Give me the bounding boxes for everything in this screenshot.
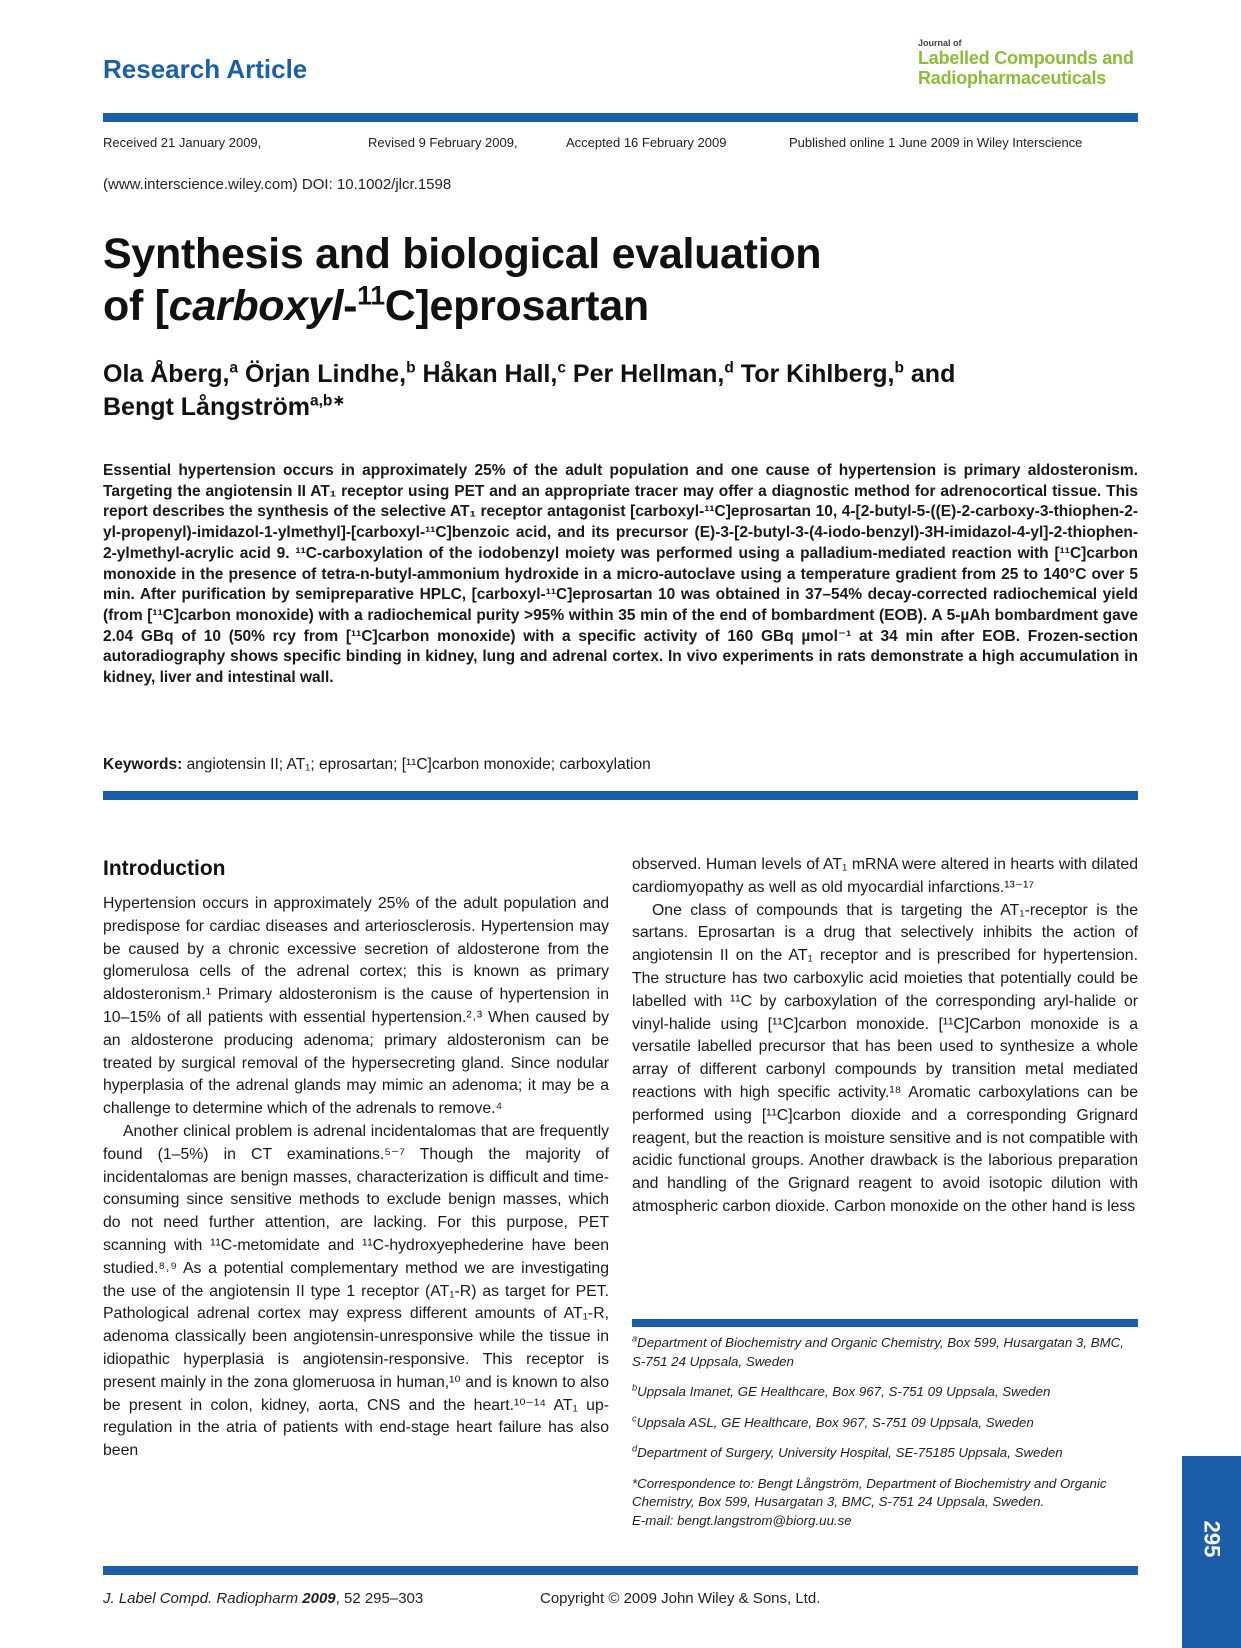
affiliation: $^c$Uppsala ASL, GE Healthcare, Box 967, S-751 09 Uppsala, Sweden xyxy=(632,1413,1034,1430)
keywords-label: Keywords: xyxy=(103,756,183,773)
revised-date: Revised 9 February 2009, xyxy=(368,135,518,150)
journal-of-label: Journal of xyxy=(918,38,962,48)
accepted-date: Accepted 16 February 2009 xyxy=(566,135,727,150)
section-heading: Introduction xyxy=(103,857,226,880)
article-title xyxy=(103,228,1138,332)
footer-journal-abbrev: J. Label Compd. Radiopharm xyxy=(103,1590,299,1607)
paragraph: observed. Human levels of AT₁ mRNA were altered in hearts with dilated cardiomyopathy as well as old myocardial infarctions.¹³⁻¹⁷ xyxy=(632,856,1138,896)
title-line2: of [carboxyl-$^{11}$C]eprosartan xyxy=(103,280,649,330)
correspondence-email[interactable]: E-mail: bengt.langstrom@biorg.uu.se xyxy=(632,1512,852,1528)
paragraph: One class of compounds that is targeting the AT₁-receptor is the sartans. Eprosartan is a drug that selectively inhibits the action of angiotensin II on the AT₁ receptor and is prescribed for hypertension. The structure has two carboxylic acid moieties that potentially could be labelled with ¹¹C by carboxylation of the corresponding aryl-halide or vinyl-halide using [¹¹C]carbon monoxide. [¹¹C]Carbon monoxide is a versatile labelled precursor that has been used to synthesize a whole array of different carbonyl compounds by transition metal mediated reactions with high specific activity.¹⁸ Aromatic carboxylations can be performed using [¹¹C]carbon dioxide and a corresponding Grignard reagent, but the reaction is moisture sensitive and is not compatible with acidic functional groups. Another drawback is the laborious preparation and handling of the Grignard reagent to avoid isotopic dilution with atmospheric carbon dioxide. Carbon monoxide on the other hand is less xyxy=(632,901,1138,1215)
received-date: Received 21 January 2009, xyxy=(103,135,262,150)
author-conjunction: and xyxy=(910,360,956,388)
affiliations-divider xyxy=(632,1319,1138,1327)
correspondence-address: *Correspondence to: Bengt Långström, Department of Biochemistry and Organic Chemistry, Box 599, Husargatan 3, BMC, S-751 24 Uppsala, Sweden. xyxy=(632,1475,1107,1509)
affiliations xyxy=(632,1334,1138,1530)
footer-copyright: Copyright © 2009 John Wiley & Sons, Ltd. xyxy=(540,1590,821,1607)
affiliation: $^a$Department of Biochemistry and Organic Chemistry, Box 599, Husargatan 3, BMC, S-751 24 Uppsala, Sweden xyxy=(632,1333,1124,1369)
page-number-tab xyxy=(1182,1456,1241,1648)
paragraph: Hypertension occurs in approximately 25% of the adult population and predispose for cardiac diseases and arteriosclerosis. Hypertension may be caused by a chronic excessive secretion of aldosterone from the glomerulosa cells of the adrenal cortex; this is known as primary aldosteronism.¹ Primary aldosteronism is the cause of hypertension in 10–15% of all patients with essential hypertension.²˒³ When caused by an aldosterone producing adenoma; primary aldosteronism can be treated by surgical removal of the hypersecreting gland. Since nodular hyperplasia of the adrenal glands may mimic an adenoma; it may be a challenge to determine which of the adrenals to remove.⁴ xyxy=(103,895,609,1118)
author: Örjan Lindhe,$^b$ xyxy=(245,359,416,388)
doi-line: (www.interscience.wiley.com) DOI: 10.1002/jlcr.1598 xyxy=(103,176,452,193)
article-type-label: Research Article xyxy=(103,54,308,84)
keywords-text: angiotensin II; AT₁; eprosartan; [¹¹C]carbon monoxide; carboxylation xyxy=(186,756,651,773)
right-column xyxy=(632,854,1138,1219)
journal-logo xyxy=(918,38,1138,88)
keywords xyxy=(103,756,1138,774)
author: Per Hellman,$^d$ xyxy=(572,359,734,388)
abstract-divider xyxy=(103,791,1138,800)
journal-name-line1: Labelled Compounds and xyxy=(918,48,1134,68)
author: Tor Kihlberg,$^b$ xyxy=(740,359,904,388)
affiliation: $^b$Uppsala Imanet, GE Healthcare, Box 967, S-751 09 Uppsala, Sweden xyxy=(632,1382,1051,1399)
footer-citation xyxy=(103,1590,423,1607)
footer-volume-pages: , 52 295–303 xyxy=(335,1590,424,1607)
paragraph: Another clinical problem is adrenal incidentalomas that are frequently found (1–5%) in CT examinations.⁵⁻⁷ Though the majority of incidentalomas are benign masses, characterization is difficult and time-consuming since sensitive methods to exclude benign masses, which do not need further attention, are lacking. For this purpose, PET scanning with ¹¹C-metomidate and ¹¹C-hydroxyephederine have been studied.⁸˒⁹ As a potential complementary method we are investigating the use of the angiotensin II type 1 receptor (AT₁-R) as target for PET. Pathological adrenal cortex may express different amounts of AT₁-R, adenoma classically been angiotensin-unresponsive while the tissue in idiopathic hyperplasia is angiotensin-responsive. This receptor is present mainly in the zona glomeruosa in human,¹⁰ and is known to also be present in colon, kidney, aorta, CNS and the heart.¹⁰⁻¹⁴ AT₁ up-regulation in the atria of patients with end-stage heart failure has also been xyxy=(103,1122,609,1460)
journal-name-line2: Radiopharmaceuticals xyxy=(918,68,1107,88)
footer-year: 2009 xyxy=(302,1590,336,1607)
abstract: Essential hypertension occurs in approximately 25% of the adult population and one cause of hypertension is primary aldosteronism. Targeting the angiotensin II AT₁ receptor using PET and an appropriate tracer may offer a diagnostic method for adrenocortical tissue. This report describes the synthesis of the selective AT₁ receptor antagonist [carboxyl-¹¹C]eprosartan 10, 4-[2-butyl-5-((E)-2-carboxy-3-thiophen-2-yl-propenyl)-imidazol-1-ylmethyl]-[carboxyl-¹¹C]benzoic acid, and its precursor (E)-3-[2-butyl-3-(4-iodo-benzyl)-3H-imidazol-4-yl]-2-thiophen-2-ylmethyl-acrylic acid 9. ¹¹C-carboxylation of the iodobenzyl moiety was performed using a palladium-mediated reaction with [¹¹C]carbon monoxide in the presence of tetra-n-butyl-ammonium hydroxide in a micro-autoclave using a temperature gradient from 25 to 140°C over 5 min. After purification by semipreparative HPLC, [carboxyl-¹¹C]eprosartan 10 was obtained in 37–54% decay-corrected radiochemical yield (from [¹¹C]carbon monoxide) with a radiochemical purity >95% within 35 min of the end of bombardment (EOB). A 5-µAh bombardment gave 2.04 GBq of 10 (50% rcy from [¹¹C]carbon monoxide) with a specific activity of 160 GBq µmol⁻¹ at 34 min after EOB. Frozen-section autoradiography shows specific binding in kidney, lung and adrenal cortex. In vivo experiments in rats demonstrate a high accumulation in kidney, liver and intestinal wall. xyxy=(103,462,1138,687)
correspondence xyxy=(632,1475,1138,1531)
left-column xyxy=(103,893,609,1463)
author-list xyxy=(103,358,1138,424)
author: Håkan Hall,$^c$ xyxy=(422,359,566,388)
page-number: 295 xyxy=(1199,1520,1225,1558)
header-divider xyxy=(103,113,1138,122)
published-date: Published online 1 June 2009 in Wiley Interscience xyxy=(789,135,1083,150)
author: Bengt Långström$^{a,b∗}$ xyxy=(103,392,346,421)
title-line1: Synthesis and biological evaluation xyxy=(103,230,822,278)
footer-divider xyxy=(103,1566,1138,1575)
affiliation: $^d$Department of Surgery, University Hospital, SE-75185 Uppsala, Sweden xyxy=(632,1443,1063,1460)
author: Ola Åberg,$^a$ xyxy=(103,359,239,388)
